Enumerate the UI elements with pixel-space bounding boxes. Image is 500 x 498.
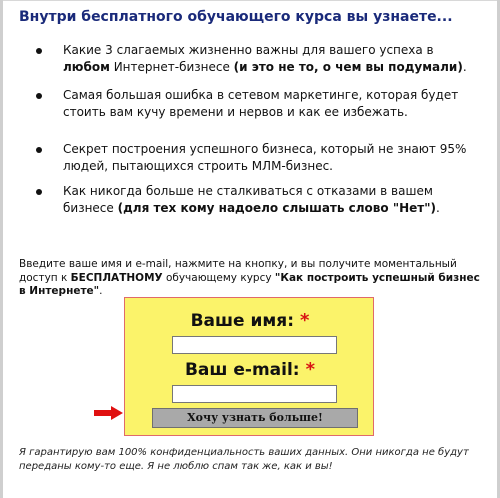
page-headline: Внутри бесплатного обучающего курса вы узнаете... [19, 9, 453, 25]
benefit-text-bold: (и это не то, о чем вы подумали) [233, 60, 463, 74]
signup-intro [19, 258, 484, 299]
benefit-text-part: Какие 3 слагаемых жизненно важны для вашего успеха в [63, 43, 434, 57]
benefit-item-4 [36, 183, 476, 217]
benefit-item-1 [36, 42, 476, 76]
intro-text-part: обучающему курсу [162, 271, 275, 284]
benefit-text-part: Как никогда больше не сталкиваться с отказами в вашем бизнесе [63, 184, 433, 215]
name-input[interactable] [172, 336, 337, 354]
bullet-dot-icon [36, 48, 42, 54]
window-left-border [0, 0, 3, 498]
intro-text-part: Введите ваше имя и e-mail, нажмите на кнопку, и вы получите моментальный доступ к [19, 258, 457, 284]
submit-button[interactable]: Хочу узнать больше! [152, 408, 358, 428]
intro-text-bold: БЕСПЛАТНОМУ [70, 271, 163, 284]
benefit-text [63, 42, 476, 76]
name-field-label [125, 310, 375, 331]
benefit-text: Самая большая ошибка в сетевом маркетинге, которая будет стоить вам кучу времени и нервов и как ее избежать. [63, 88, 459, 119]
email-field-label [125, 359, 375, 380]
bullet-dot-icon [36, 93, 42, 99]
signup-form [124, 297, 374, 436]
privacy-guarantee: Я гарантирую вам 100% конфиденциальность ваших данных. Они никогда не будут переданы кому-то еще. Я не люблю спам так же, как и вы! [19, 447, 469, 472]
name-label-text: Ваше имя: [190, 311, 295, 331]
benefit-text-part: Интернет-бизнесе [109, 60, 234, 74]
benefit-text-part: . [435, 201, 440, 215]
bullet-dot-icon [36, 147, 42, 153]
benefit-item-3 [36, 141, 476, 175]
window-top-border [0, 0, 500, 1]
benefit-text: Секрет построения успешного бизнеса, который не знают 95% людей, пытающихся строить МЛМ-бизнес. [63, 142, 467, 173]
course-title: "Как построить успешный бизнес в Интернете" [19, 271, 480, 297]
email-label-text: Ваш e-mail: [184, 360, 300, 380]
intro-text-part: . [99, 285, 103, 297]
required-star-icon: * [305, 359, 316, 380]
benefit-item-2 [36, 87, 476, 121]
red-arrow-right-icon [94, 406, 124, 420]
benefit-text-bold: любом [63, 60, 110, 74]
bullet-dot-icon [36, 189, 42, 195]
benefit-text [63, 183, 476, 217]
email-input[interactable] [172, 385, 337, 403]
benefit-text-bold: (для тех кому надоело слышать слово "Нет") [117, 201, 436, 215]
required-star-icon: * [300, 310, 310, 331]
benefit-text-part: . [462, 60, 467, 74]
